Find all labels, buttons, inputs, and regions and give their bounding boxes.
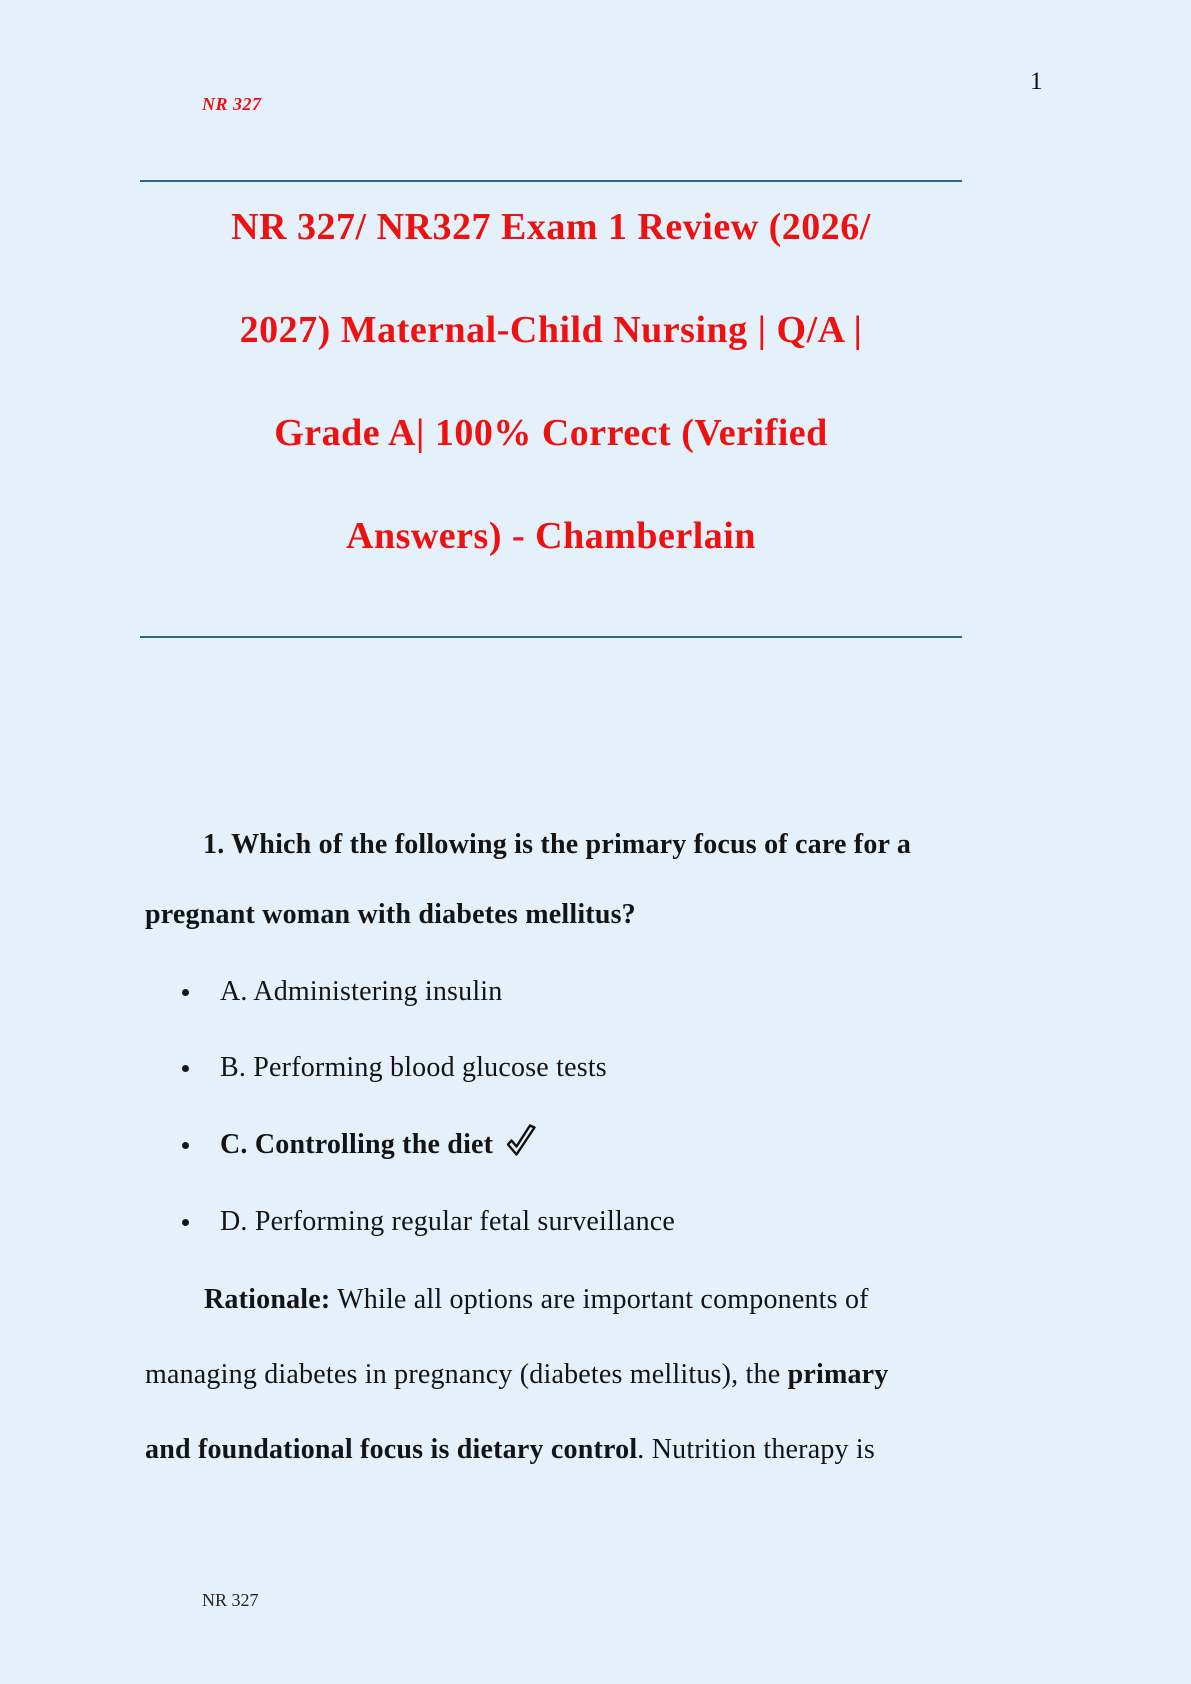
rationale-text: While all options are important components of [330, 1284, 869, 1315]
rationale-line-1 [204, 1278, 869, 1322]
rationale-heading: Rationale: [204, 1284, 331, 1315]
bullet-icon [182, 989, 189, 996]
title-line-3: Grade A| 100% Correct (Verified [274, 412, 828, 454]
rationale-emphasis: and foundational focus is dietary control [145, 1434, 638, 1465]
bullet-icon [182, 1219, 189, 1226]
bullet-icon [182, 1065, 189, 1072]
option-c-label: C. Controlling the diet [220, 1129, 494, 1160]
option-d [182, 1200, 675, 1244]
option-a-label: A. Administering insulin [220, 976, 503, 1007]
question-line-1: 1. Which of the following is the primary focus of care for a [203, 829, 912, 860]
rationale-line-2 [145, 1353, 889, 1397]
option-d-label: D. Performing regular fetal surveillance [220, 1206, 676, 1237]
option-b [182, 1046, 607, 1090]
rationale-line-3 [145, 1428, 875, 1472]
title-line-1: NR 327/ NR327 Exam 1 Review (2026/ [231, 206, 871, 248]
document-title [140, 176, 962, 588]
header-course-label: NR 327 [202, 94, 262, 114]
rationale-text: . Nutrition therapy is [637, 1434, 875, 1465]
correct-checkmark-icon [505, 1124, 537, 1158]
footer-course-label: NR 327 [202, 1590, 259, 1610]
page-number: 1 [1030, 68, 1043, 95]
question-line-2: pregnant woman with diabetes mellitus? [145, 899, 636, 930]
rationale-emphasis: primary [787, 1359, 889, 1390]
option-b-label: B. Performing blood glucose tests [220, 1052, 607, 1083]
title-line-4: Answers) - Chamberlain [346, 515, 756, 557]
option-c-correct [182, 1123, 537, 1167]
title-line-2: 2027) Maternal-Child Nursing | Q/A | [239, 309, 863, 351]
bottom-divider-line [140, 636, 962, 638]
bullet-icon [182, 1142, 189, 1149]
rationale-text: managing diabetes in pregnancy (diabetes mellitus), the [145, 1359, 788, 1390]
option-a [182, 970, 502, 1014]
